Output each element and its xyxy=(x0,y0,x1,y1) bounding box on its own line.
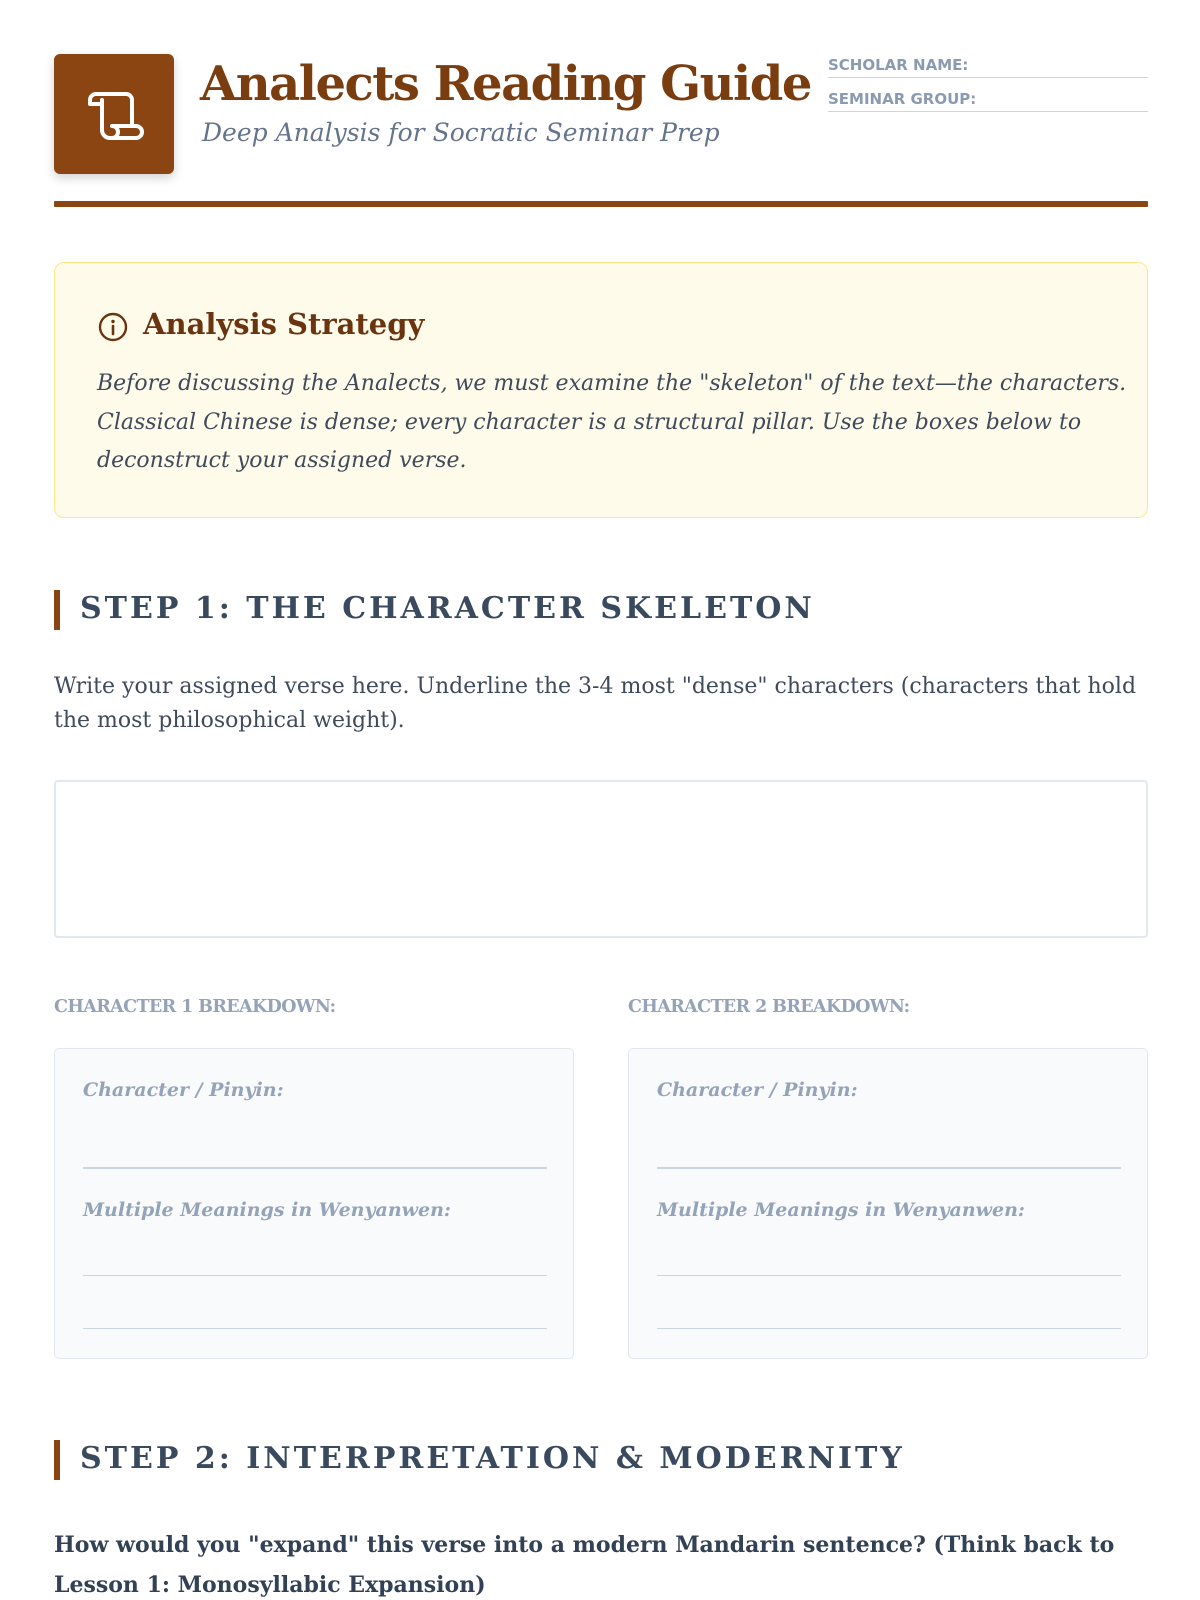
step1-accent-bar xyxy=(54,590,60,630)
meanings-label: Multiple Meanings in Wenyanwen: xyxy=(657,1199,1025,1221)
pinyin-label: Character / Pinyin: xyxy=(657,1079,858,1101)
scholar-name-field[interactable] xyxy=(828,56,1148,78)
page-subtitle: Deep Analysis for Socratic Seminar Prep xyxy=(202,118,720,147)
step2-heading: STEP 2: INTERPRETATION & MODERNITY xyxy=(80,1441,905,1476)
scholar-name-label: SCHOLAR NAME: xyxy=(828,56,969,74)
worksheet-page xyxy=(54,0,1148,1600)
meanings-answer-line-1[interactable] xyxy=(657,1275,1121,1276)
seminar-group-field[interactable] xyxy=(828,90,1148,112)
meanings-answer-line-2[interactable] xyxy=(657,1328,1121,1329)
character-2-label: CHARACTER 2 BREAKDOWN: xyxy=(628,997,910,1017)
pinyin-label: Character / Pinyin: xyxy=(83,1079,284,1101)
step1-heading: STEP 1: THE CHARACTER SKELETON xyxy=(80,591,815,626)
meanings-answer-line-2[interactable] xyxy=(83,1328,547,1329)
verse-input[interactable] xyxy=(54,780,1148,938)
character-1-label: CHARACTER 1 BREAKDOWN: xyxy=(54,997,336,1017)
strategy-title: Analysis Strategy xyxy=(143,307,425,341)
pinyin-answer-line[interactable] xyxy=(657,1167,1121,1169)
scroll-icon xyxy=(54,54,174,174)
meanings-answer-line-1[interactable] xyxy=(83,1275,547,1276)
meanings-label: Multiple Meanings in Wenyanwen: xyxy=(83,1199,451,1221)
step2-accent-bar xyxy=(54,1440,60,1480)
header-divider xyxy=(54,201,1148,207)
step2-question: How would you "expand" this verse into a modern Mandarin sentence? (Think back to Lesson 1: Monosyllabic Expansion) xyxy=(54,1532,1115,1598)
character-2-breakdown-card xyxy=(628,1048,1148,1359)
pinyin-answer-line[interactable] xyxy=(83,1167,547,1169)
step1-instruction: Write your assigned verse here. Underline the 3-4 most "dense" characters (characters that hold the most philosophical weight). xyxy=(54,674,1137,733)
seminar-group-label: SEMINAR GROUP: xyxy=(828,90,977,108)
strategy-body: Before discussing the Analects, we must examine the "skeleton" of the text—the characters. Classical Chinese is dense; every character is a structural pillar. Use the boxes below to deconstruct your assigned verse. xyxy=(97,371,1127,473)
analysis-strategy-callout xyxy=(54,262,1148,518)
page-title: Analects Reading Guide xyxy=(200,56,811,112)
info-circle-icon xyxy=(97,311,129,343)
character-1-breakdown-card xyxy=(54,1048,574,1359)
